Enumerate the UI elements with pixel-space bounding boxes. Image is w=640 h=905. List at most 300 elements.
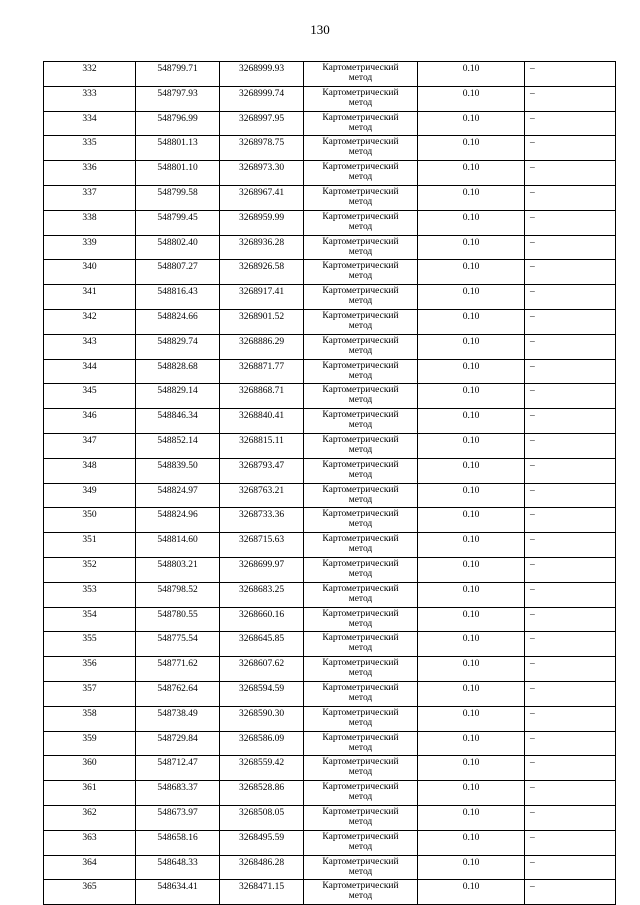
y-coordinate-cell: 3268763.21 — [220, 483, 304, 508]
method-cell — [304, 62, 418, 87]
method-line-2: метод — [348, 866, 373, 877]
method-cell — [304, 582, 418, 607]
method-line-2: метод — [348, 618, 373, 629]
table-row — [44, 161, 616, 186]
x-coordinate-cell: 548683.37 — [136, 781, 220, 806]
x-coordinate-cell: 548801.13 — [136, 136, 220, 161]
accuracy-cell: 0.10 — [418, 880, 525, 905]
method-line-2: метод — [348, 370, 373, 381]
description-cell: – — [525, 681, 616, 706]
table-row — [44, 830, 616, 855]
point-number-cell: 343 — [44, 334, 136, 359]
y-coordinate-cell: 3268959.99 — [220, 210, 304, 235]
method-line-2: метод — [348, 717, 373, 728]
description-cell: – — [525, 582, 616, 607]
method-line-2: метод — [348, 519, 373, 530]
x-coordinate-cell: 548852.14 — [136, 433, 220, 458]
description-cell: – — [525, 86, 616, 111]
method-cell — [304, 161, 418, 186]
method-line-2: метод — [348, 742, 373, 753]
table-row — [44, 483, 616, 508]
y-coordinate-cell: 3268936.28 — [220, 235, 304, 260]
method-line-1: Картометрический — [322, 186, 399, 197]
method-line-2: метод — [348, 196, 373, 207]
y-coordinate-cell: 3268868.71 — [220, 384, 304, 409]
method-line-1: Картометрический — [322, 137, 399, 148]
accuracy-cell: 0.10 — [418, 830, 525, 855]
method-line-1: Картометрический — [322, 682, 399, 693]
point-number-cell: 361 — [44, 781, 136, 806]
method-cell — [304, 657, 418, 682]
table-row — [44, 805, 616, 830]
y-coordinate-cell: 3268594.59 — [220, 681, 304, 706]
accuracy-cell: 0.10 — [418, 309, 525, 334]
description-cell: – — [525, 136, 616, 161]
method-line-2: метод — [348, 841, 373, 852]
x-coordinate-cell: 548648.33 — [136, 855, 220, 880]
table-row — [44, 557, 616, 582]
method-cell — [304, 508, 418, 533]
table-row — [44, 185, 616, 210]
method-line-2: метод — [348, 692, 373, 703]
method-cell — [304, 185, 418, 210]
point-number-cell: 348 — [44, 458, 136, 483]
description-cell: – — [525, 161, 616, 186]
x-coordinate-cell: 548775.54 — [136, 632, 220, 657]
point-number-cell: 341 — [44, 285, 136, 310]
table-row — [44, 309, 616, 334]
x-coordinate-cell: 548762.64 — [136, 681, 220, 706]
method-line-1: Картометрический — [322, 558, 399, 569]
table-row — [44, 681, 616, 706]
x-coordinate-cell: 548803.21 — [136, 557, 220, 582]
method-cell — [304, 855, 418, 880]
description-cell: – — [525, 830, 616, 855]
method-line-1: Картометрический — [322, 211, 399, 222]
accuracy-cell: 0.10 — [418, 285, 525, 310]
description-cell: – — [525, 384, 616, 409]
method-cell — [304, 557, 418, 582]
description-cell: – — [525, 62, 616, 87]
method-line-2: метод — [348, 320, 373, 331]
method-line-2: метод — [348, 444, 373, 455]
method-line-2: метод — [348, 221, 373, 232]
y-coordinate-cell: 3268967.41 — [220, 185, 304, 210]
x-coordinate-cell: 548729.84 — [136, 731, 220, 756]
method-cell — [304, 533, 418, 558]
method-line-1: Картометрический — [322, 608, 399, 619]
description-cell: – — [525, 657, 616, 682]
accuracy-cell: 0.10 — [418, 235, 525, 260]
x-coordinate-cell: 548816.43 — [136, 285, 220, 310]
accuracy-cell: 0.10 — [418, 657, 525, 682]
point-number-cell: 339 — [44, 235, 136, 260]
accuracy-cell: 0.10 — [418, 111, 525, 136]
accuracy-cell: 0.10 — [418, 508, 525, 533]
point-number-cell: 358 — [44, 706, 136, 731]
method-line-2: метод — [348, 816, 373, 827]
method-cell — [304, 359, 418, 384]
point-number-cell: 335 — [44, 136, 136, 161]
table-row — [44, 359, 616, 384]
y-coordinate-cell: 3268495.59 — [220, 830, 304, 855]
x-coordinate-cell: 548807.27 — [136, 260, 220, 285]
table-row — [44, 334, 616, 359]
point-number-cell: 337 — [44, 185, 136, 210]
x-coordinate-cell: 548634.41 — [136, 880, 220, 905]
x-coordinate-cell: 548780.55 — [136, 607, 220, 632]
x-coordinate-cell: 548801.10 — [136, 161, 220, 186]
y-coordinate-cell: 3268997.95 — [220, 111, 304, 136]
method-line-2: метод — [348, 891, 373, 902]
description-cell: – — [525, 210, 616, 235]
y-coordinate-cell: 3268793.47 — [220, 458, 304, 483]
y-coordinate-cell: 3268586.09 — [220, 731, 304, 756]
method-line-1: Картометрический — [322, 806, 399, 817]
method-line-1: Картометрический — [322, 261, 399, 272]
point-number-cell: 338 — [44, 210, 136, 235]
method-cell — [304, 805, 418, 830]
y-coordinate-cell: 3268999.93 — [220, 62, 304, 87]
method-line-2: метод — [348, 97, 373, 108]
method-cell — [304, 781, 418, 806]
x-coordinate-cell: 548738.49 — [136, 706, 220, 731]
description-cell: – — [525, 781, 616, 806]
point-number-cell: 356 — [44, 657, 136, 682]
method-line-2: метод — [348, 395, 373, 406]
point-number-cell: 340 — [44, 260, 136, 285]
accuracy-cell: 0.10 — [418, 781, 525, 806]
method-line-1: Картометрический — [322, 856, 399, 867]
method-line-2: метод — [348, 296, 373, 307]
description-cell: – — [525, 458, 616, 483]
point-number-cell: 364 — [44, 855, 136, 880]
method-line-1: Картометрический — [322, 757, 399, 768]
x-coordinate-cell: 548712.47 — [136, 756, 220, 781]
method-line-2: метод — [348, 345, 373, 356]
method-cell — [304, 235, 418, 260]
method-line-1: Картометрический — [322, 112, 399, 123]
accuracy-cell: 0.10 — [418, 632, 525, 657]
description-cell: – — [525, 557, 616, 582]
point-number-cell: 362 — [44, 805, 136, 830]
method-line-1: Картометрический — [322, 385, 399, 396]
accuracy-cell: 0.10 — [418, 359, 525, 384]
method-cell — [304, 706, 418, 731]
method-line-1: Картометрический — [322, 410, 399, 421]
method-cell — [304, 458, 418, 483]
y-coordinate-cell: 3268926.58 — [220, 260, 304, 285]
point-number-cell: 359 — [44, 731, 136, 756]
x-coordinate-cell: 548828.68 — [136, 359, 220, 384]
method-line-1: Картометрический — [322, 434, 399, 445]
method-line-2: метод — [348, 271, 373, 282]
accuracy-cell: 0.10 — [418, 210, 525, 235]
y-coordinate-cell: 3268973.30 — [220, 161, 304, 186]
description-cell: – — [525, 260, 616, 285]
method-cell — [304, 384, 418, 409]
accuracy-cell: 0.10 — [418, 805, 525, 830]
table-row — [44, 86, 616, 111]
method-line-1: Картометрический — [322, 732, 399, 743]
accuracy-cell: 0.10 — [418, 86, 525, 111]
accuracy-cell: 0.10 — [418, 334, 525, 359]
point-number-cell: 342 — [44, 309, 136, 334]
x-coordinate-cell: 548802.40 — [136, 235, 220, 260]
x-coordinate-cell: 548771.62 — [136, 657, 220, 682]
accuracy-cell: 0.10 — [418, 607, 525, 632]
description-cell: – — [525, 756, 616, 781]
y-coordinate-cell: 3268999.74 — [220, 86, 304, 111]
accuracy-cell: 0.10 — [418, 384, 525, 409]
table-row — [44, 657, 616, 682]
method-line-2: метод — [348, 420, 373, 431]
x-coordinate-cell: 548829.74 — [136, 334, 220, 359]
method-line-1: Картометрический — [322, 658, 399, 669]
accuracy-cell: 0.10 — [418, 706, 525, 731]
method-cell — [304, 681, 418, 706]
method-line-1: Картометрический — [322, 286, 399, 297]
method-line-1: Картометрический — [322, 310, 399, 321]
table-row — [44, 384, 616, 409]
table-row — [44, 409, 616, 434]
y-coordinate-cell: 3268486.28 — [220, 855, 304, 880]
method-cell — [304, 433, 418, 458]
x-coordinate-cell: 548658.16 — [136, 830, 220, 855]
y-coordinate-cell: 3268917.41 — [220, 285, 304, 310]
method-line-1: Картометрический — [322, 87, 399, 98]
x-coordinate-cell: 548824.66 — [136, 309, 220, 334]
table-row — [44, 235, 616, 260]
description-cell: – — [525, 731, 616, 756]
description-cell: – — [525, 880, 616, 905]
accuracy-cell: 0.10 — [418, 533, 525, 558]
method-line-2: метод — [348, 544, 373, 555]
table-row — [44, 458, 616, 483]
x-coordinate-cell: 548824.96 — [136, 508, 220, 533]
accuracy-cell: 0.10 — [418, 582, 525, 607]
table-row — [44, 731, 616, 756]
method-line-1: Картометрический — [322, 881, 399, 892]
description-cell: – — [525, 334, 616, 359]
x-coordinate-cell: 548846.34 — [136, 409, 220, 434]
y-coordinate-cell: 3268590.30 — [220, 706, 304, 731]
table-row — [44, 508, 616, 533]
x-coordinate-cell: 548798.52 — [136, 582, 220, 607]
table-row — [44, 880, 616, 905]
table-row — [44, 533, 616, 558]
method-line-1: Картометрический — [322, 236, 399, 247]
description-cell: – — [525, 483, 616, 508]
method-cell — [304, 86, 418, 111]
point-number-cell: 351 — [44, 533, 136, 558]
x-coordinate-cell: 548829.14 — [136, 384, 220, 409]
point-number-cell: 344 — [44, 359, 136, 384]
x-coordinate-cell: 548797.93 — [136, 86, 220, 111]
table-row — [44, 285, 616, 310]
method-line-2: метод — [348, 494, 373, 505]
method-line-1: Картометрический — [322, 782, 399, 793]
accuracy-cell: 0.10 — [418, 62, 525, 87]
y-coordinate-cell: 3268645.85 — [220, 632, 304, 657]
method-line-2: метод — [348, 73, 373, 83]
method-line-2: метод — [348, 593, 373, 604]
description-cell: – — [525, 433, 616, 458]
method-line-1: Картометрический — [322, 509, 399, 520]
method-line-1: Картометрический — [322, 707, 399, 718]
point-number-cell: 345 — [44, 384, 136, 409]
y-coordinate-cell: 3268508.05 — [220, 805, 304, 830]
table-row — [44, 136, 616, 161]
y-coordinate-cell: 3268840.41 — [220, 409, 304, 434]
method-line-1: Картометрический — [322, 360, 399, 371]
point-number-cell: 354 — [44, 607, 136, 632]
y-coordinate-cell: 3268715.63 — [220, 533, 304, 558]
point-number-cell: 352 — [44, 557, 136, 582]
accuracy-cell: 0.10 — [418, 458, 525, 483]
method-line-2: метод — [348, 172, 373, 183]
method-cell — [304, 731, 418, 756]
method-cell — [304, 260, 418, 285]
y-coordinate-cell: 3268886.29 — [220, 334, 304, 359]
method-cell — [304, 632, 418, 657]
description-cell: – — [525, 309, 616, 334]
x-coordinate-cell: 548814.60 — [136, 533, 220, 558]
accuracy-cell: 0.10 — [418, 483, 525, 508]
method-cell — [304, 409, 418, 434]
y-coordinate-cell: 3268471.15 — [220, 880, 304, 905]
table-row — [44, 62, 616, 87]
x-coordinate-cell: 548799.71 — [136, 62, 220, 87]
description-cell: – — [525, 706, 616, 731]
accuracy-cell: 0.10 — [418, 409, 525, 434]
method-line-1: Картометрический — [322, 162, 399, 173]
x-coordinate-cell: 548824.97 — [136, 483, 220, 508]
method-line-1: Картометрический — [322, 633, 399, 644]
method-line-2: метод — [348, 147, 373, 158]
point-number-cell: 349 — [44, 483, 136, 508]
description-cell: – — [525, 409, 616, 434]
description-cell: – — [525, 855, 616, 880]
point-number-cell: 355 — [44, 632, 136, 657]
page-number: 130 — [310, 22, 330, 37]
method-cell — [304, 136, 418, 161]
table-row — [44, 433, 616, 458]
table-body — [44, 62, 616, 905]
point-number-cell: 334 — [44, 111, 136, 136]
method-line-1: Картометрический — [322, 831, 399, 842]
point-number-cell: 336 — [44, 161, 136, 186]
point-number-cell: 350 — [44, 508, 136, 533]
method-cell — [304, 334, 418, 359]
x-coordinate-cell: 548799.58 — [136, 185, 220, 210]
accuracy-cell: 0.10 — [418, 731, 525, 756]
point-number-cell: 347 — [44, 433, 136, 458]
y-coordinate-cell: 3268978.75 — [220, 136, 304, 161]
table-row — [44, 111, 616, 136]
method-cell — [304, 756, 418, 781]
method-line-1: Картометрический — [322, 583, 399, 594]
description-cell: – — [525, 235, 616, 260]
description-cell: – — [525, 533, 616, 558]
y-coordinate-cell: 3268699.97 — [220, 557, 304, 582]
method-line-2: метод — [348, 792, 373, 803]
method-cell — [304, 285, 418, 310]
y-coordinate-cell: 3268901.52 — [220, 309, 304, 334]
point-number-cell: 332 — [44, 62, 136, 87]
method-line-2: метод — [348, 668, 373, 679]
method-line-2: метод — [348, 122, 373, 133]
accuracy-cell: 0.10 — [418, 756, 525, 781]
table-row — [44, 756, 616, 781]
accuracy-cell: 0.10 — [418, 557, 525, 582]
method-cell — [304, 880, 418, 905]
method-cell — [304, 607, 418, 632]
table-row — [44, 781, 616, 806]
method-line-1: Картометрический — [322, 459, 399, 470]
description-cell: – — [525, 185, 616, 210]
point-number-cell: 346 — [44, 409, 136, 434]
point-number-cell: 357 — [44, 681, 136, 706]
method-line-2: метод — [348, 767, 373, 778]
method-line-2: метод — [348, 568, 373, 579]
accuracy-cell: 0.10 — [418, 855, 525, 880]
method-line-1: Картометрический — [322, 63, 399, 73]
point-number-cell: 365 — [44, 880, 136, 905]
table-row — [44, 582, 616, 607]
x-coordinate-cell: 548799.45 — [136, 210, 220, 235]
point-number-cell: 333 — [44, 86, 136, 111]
table-row — [44, 210, 616, 235]
table-row — [44, 855, 616, 880]
x-coordinate-cell: 548673.97 — [136, 805, 220, 830]
y-coordinate-cell: 3268660.16 — [220, 607, 304, 632]
accuracy-cell: 0.10 — [418, 136, 525, 161]
method-cell — [304, 483, 418, 508]
point-number-cell: 363 — [44, 830, 136, 855]
y-coordinate-cell: 3268871.77 — [220, 359, 304, 384]
table-row — [44, 607, 616, 632]
table-row — [44, 706, 616, 731]
method-cell — [304, 111, 418, 136]
description-cell: – — [525, 632, 616, 657]
description-cell: – — [525, 111, 616, 136]
method-line-2: метод — [348, 246, 373, 257]
coordinates-table — [43, 61, 616, 905]
table-row — [44, 632, 616, 657]
method-line-2: метод — [348, 469, 373, 480]
y-coordinate-cell: 3268559.42 — [220, 756, 304, 781]
method-cell — [304, 210, 418, 235]
description-cell: – — [525, 508, 616, 533]
y-coordinate-cell: 3268733.36 — [220, 508, 304, 533]
y-coordinate-cell: 3268607.62 — [220, 657, 304, 682]
accuracy-cell: 0.10 — [418, 161, 525, 186]
accuracy-cell: 0.10 — [418, 260, 525, 285]
y-coordinate-cell: 3268683.25 — [220, 582, 304, 607]
description-cell: – — [525, 805, 616, 830]
description-cell: – — [525, 285, 616, 310]
description-cell: – — [525, 607, 616, 632]
method-line-1: Картометрический — [322, 484, 399, 495]
point-number-cell: 353 — [44, 582, 136, 607]
method-cell — [304, 309, 418, 334]
method-cell — [304, 830, 418, 855]
description-cell: – — [525, 359, 616, 384]
point-number-cell: 360 — [44, 756, 136, 781]
y-coordinate-cell: 3268815.11 — [220, 433, 304, 458]
accuracy-cell: 0.10 — [418, 433, 525, 458]
